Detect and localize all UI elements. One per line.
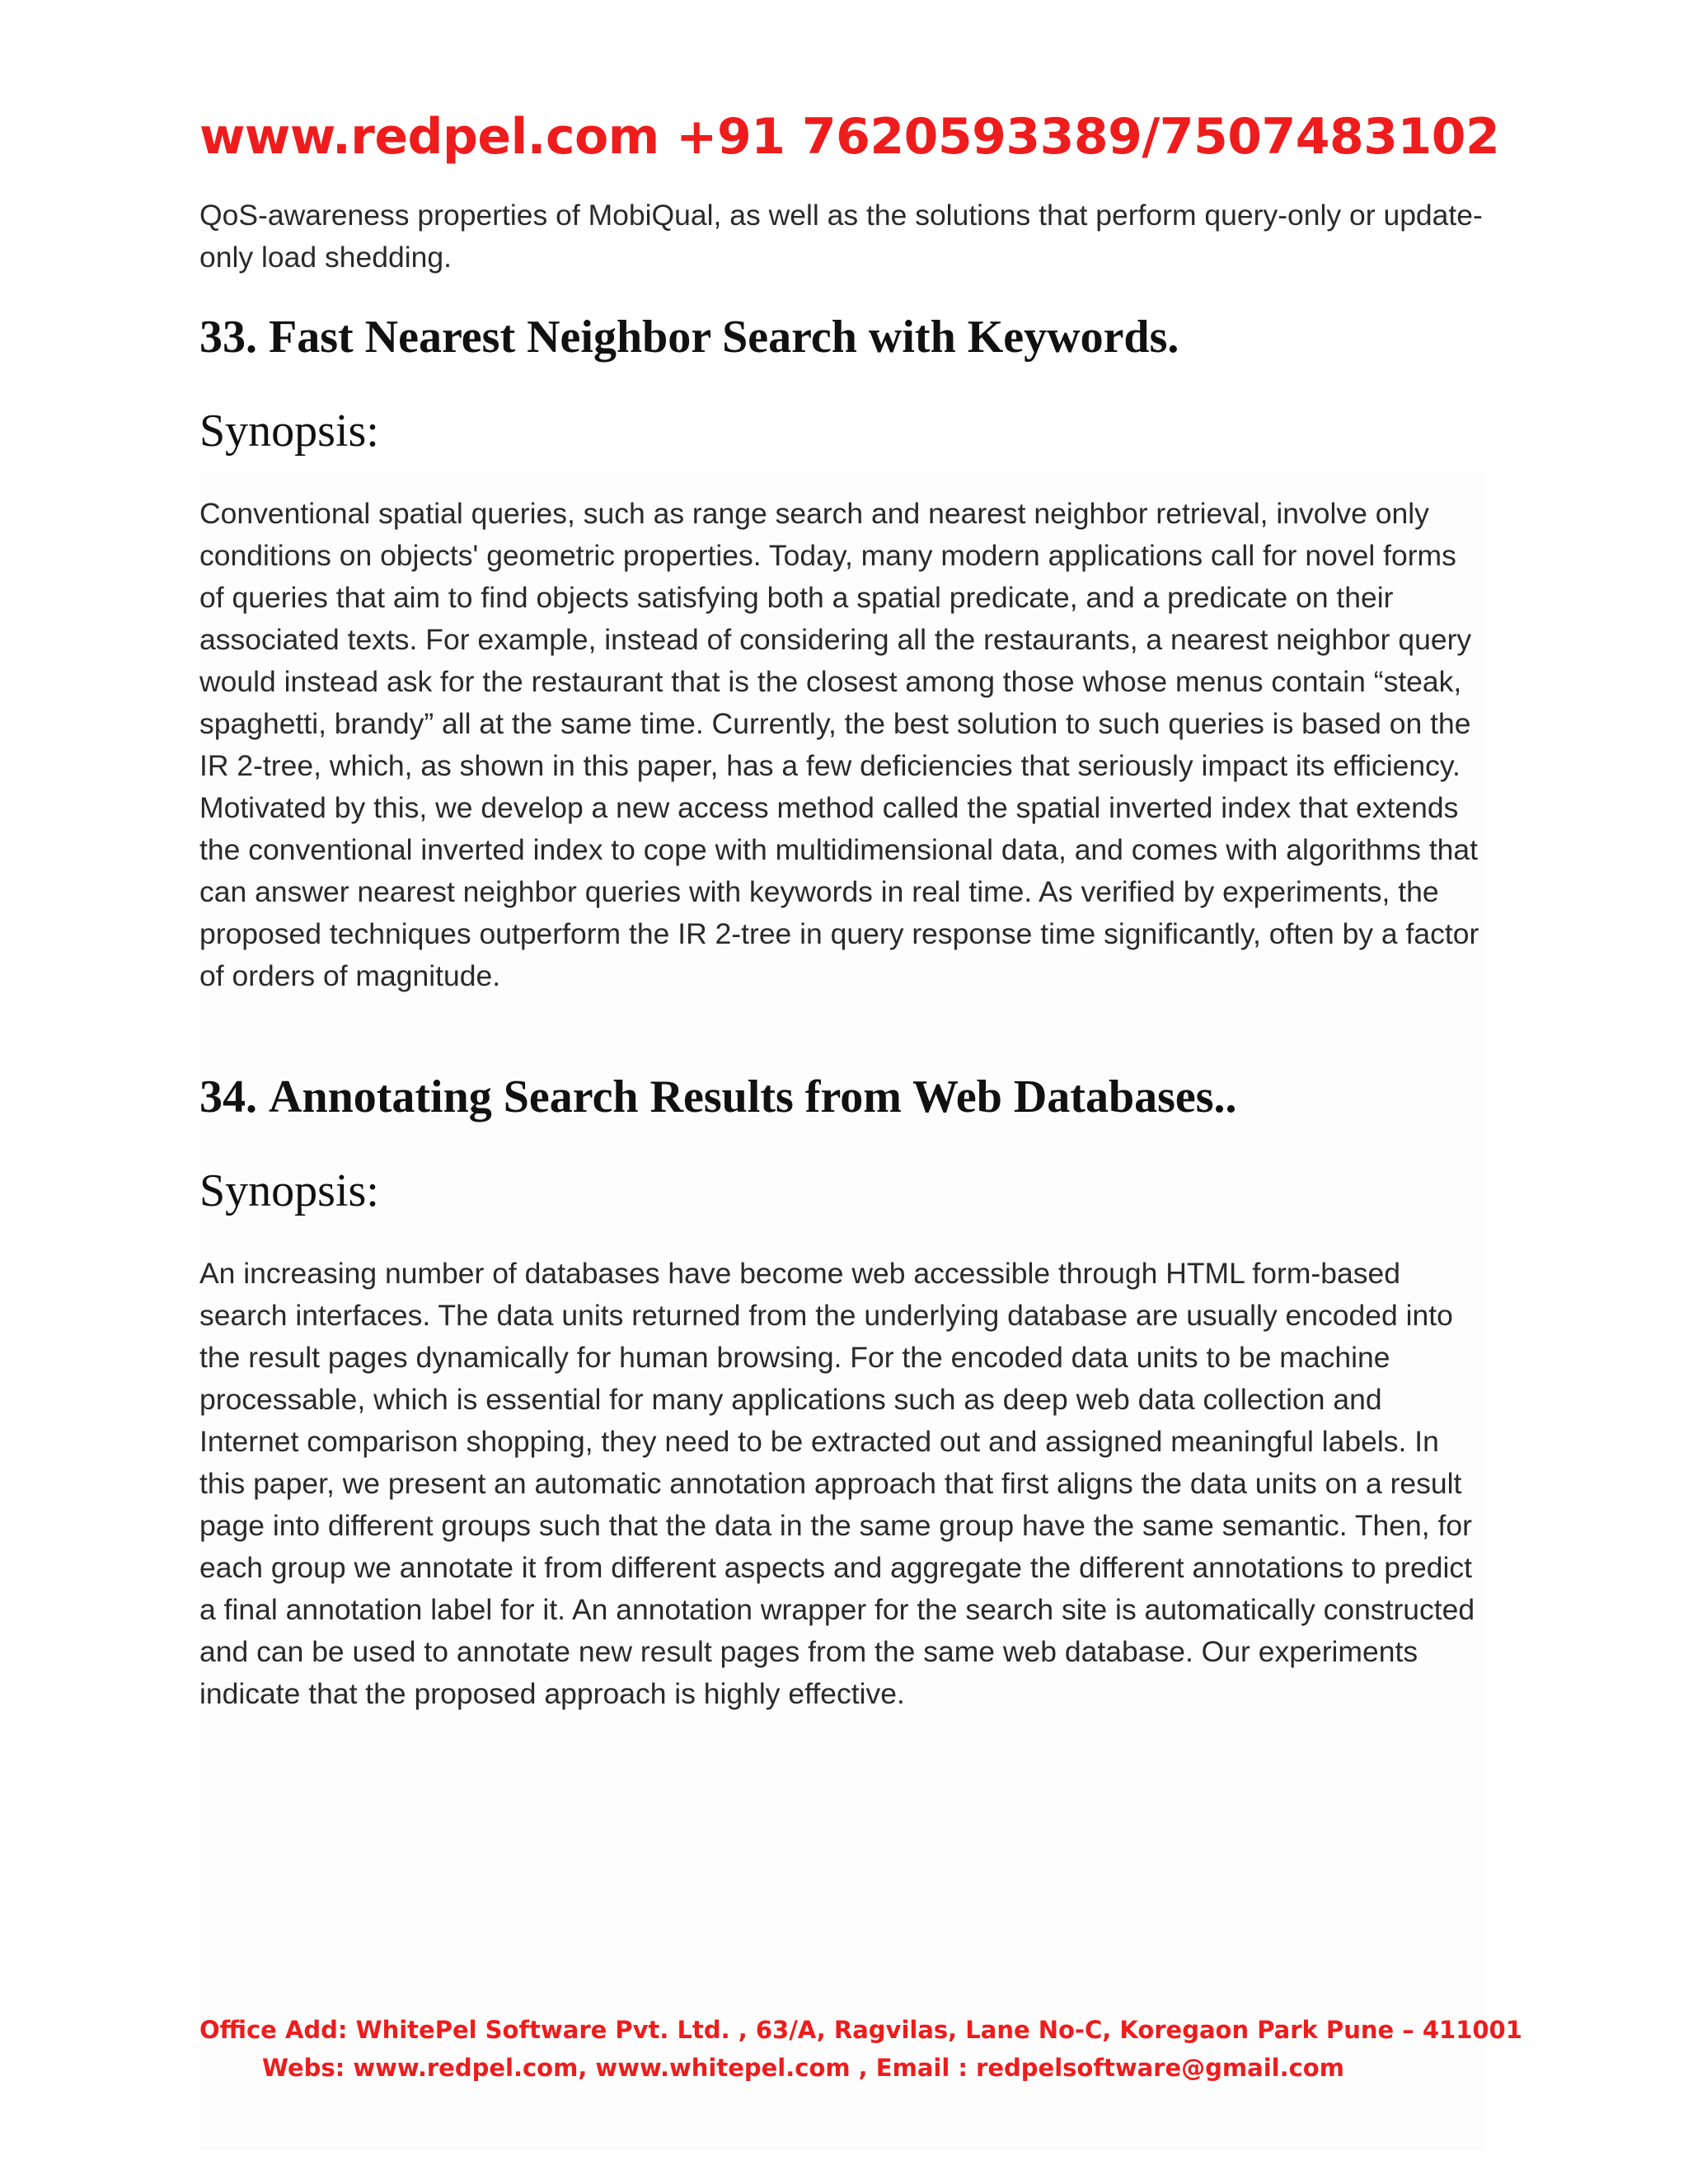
section-title: Annotating Search Results from Web Databases.. (269, 1071, 1237, 1122)
section-heading-34 (199, 1070, 1485, 1124)
section-title: Fast Nearest Neighbor Search with Keywords. (269, 312, 1179, 363)
footer-contact: Webs: www.redpel.com, www.whitepel.com , Email : redpelsoftware@gmail.com (262, 2054, 1344, 2082)
section-number: 33. (199, 312, 257, 363)
synopsis-paragraph-33: Conventional spatial queries, such as range search and nearest neighbor retrieval, involve only conditions on objects' geometric properties. Today, many modern applications call for novel forms of queries that aim to find objects satisfying both a spatial predicate, and a predicate on their associated texts. For example, instead of considering all the restaurants, a nearest neighbor query would instead ask for the restaurant that is the closest among those whose menus contain “steak, spaghetti, brandy” all at the same time. Currently, the best solution to such queries is based on the IR 2-tree, which, as shown in this paper, has a few deficiencies that seriously impact its efficiency. Motivated by this, we develop a new access method called the spatial inverted index that extends the conventional inverted index to cope with multidimensional data, and comes with algorithms that can answer nearest neighbor queries with keywords in real time. As verified by experiments, the proposed techniques outperform the IR 2-tree in query response time significantly, often by a factor of orders of magnitude. (199, 497, 1479, 992)
synopsis-label: Synopsis: (199, 405, 379, 457)
section-number: 34. (199, 1071, 257, 1122)
header-banner: www.redpel.com +91 7620593389/7507483102 (199, 108, 1500, 166)
intro-paragraph: QoS-awareness properties of MobiQual, as well as the solutions that perform query-only or update-only load shedding. (199, 199, 1483, 274)
section-heading-33 (199, 310, 1485, 364)
synopsis-label: Synopsis: (199, 1165, 379, 1216)
footer-address: Office Add: WhitePel Software Pvt. Ltd. , 63/A, Ragvilas, Lane No-C, Koregaon Park Pune – 411001 (199, 2016, 1522, 2044)
synopsis-paragraph-34: An increasing number of databases have become web accessible through HTML form-based search interfaces. The data units returned from the underlying database are usually encoded into the result pages dynamically for human browsing. For the encoded data units to be machine processable, which is essential for many applications such as deep web data collection and Internet comparison shopping, they need to be extracted out and assigned meaningful labels. In this paper, we present an automatic annotation approach that first aligns the data units on a result page into different groups such that the data in the same group have the same semantic. Then, for each group we annotate it from different aspects and aggregate the different annotations to predict a final annotation label for it. An annotation wrapper for the search site is automatically constructed and can be used to annotate new result pages from the same web database. Our experiments indicate that the proposed approach is highly effective. (199, 1257, 1475, 1710)
